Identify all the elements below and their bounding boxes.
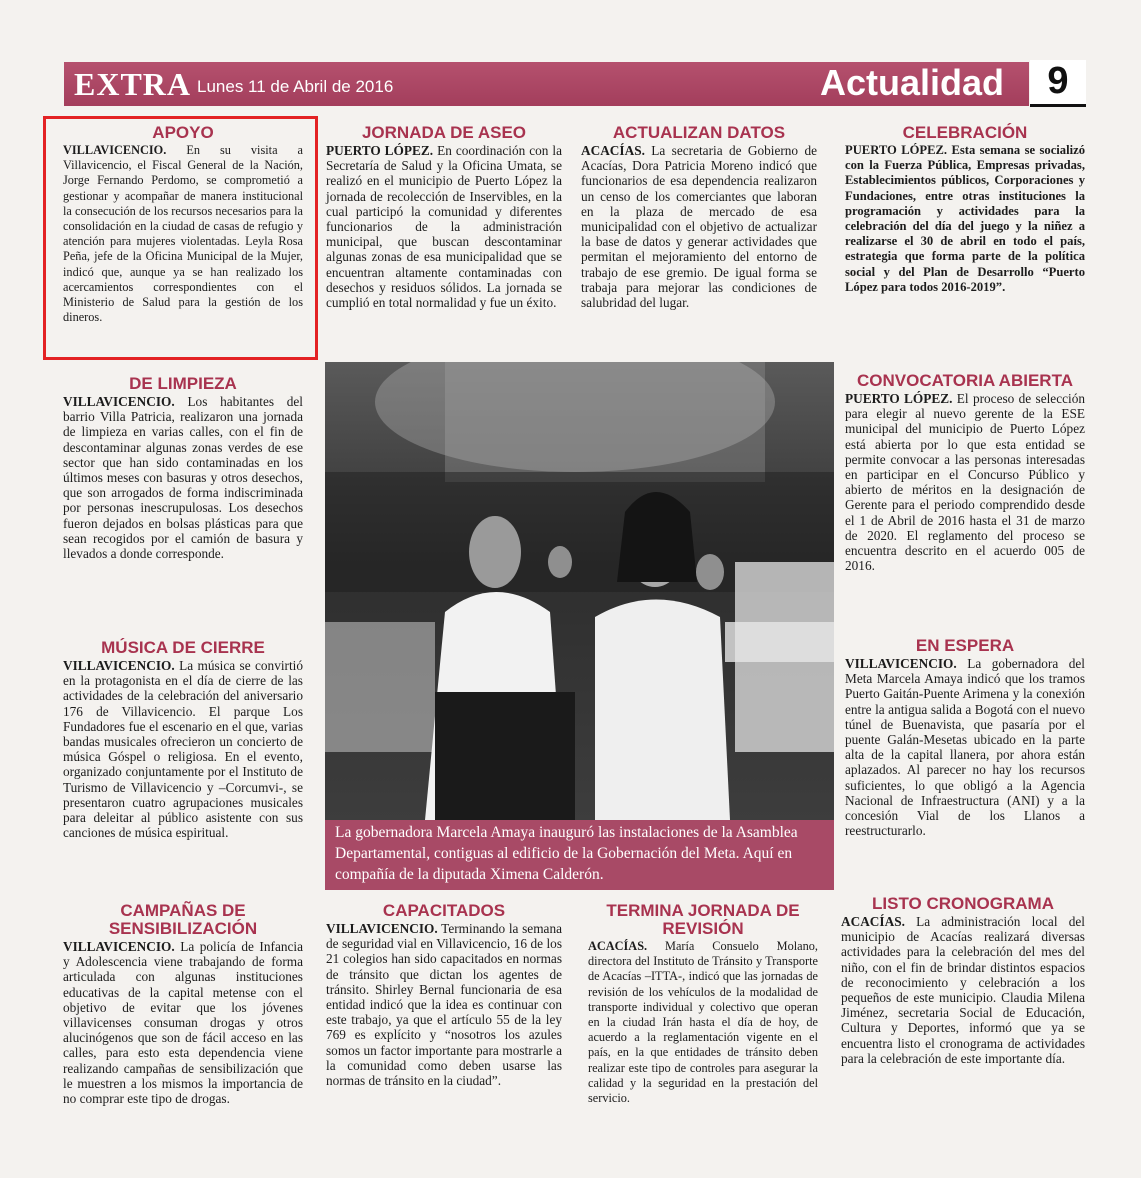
article-text: El proceso de selección para elegir al nuevo gerente de la ESE municipal del municipio de Puerto López está abierta por lo que esta entidad se permite convocar a las personas interesadas en participar en el Concurso Público y abierto de méritos en la designación de Gerente para el periodo comprendido desde el 1 de Abril de 2016 hasta el 31 de marzo de 2020. El reglamento del proceso se encuentra descrito en el acuerdo 005 de 2016.	[845, 391, 1085, 574]
article-dateline: PUERTO LÓPEZ.	[845, 391, 953, 406]
article-body	[845, 656, 1085, 838]
article-dateline: PUERTO LÓPEZ.	[845, 143, 948, 157]
article-text: La policía de Infancia y Adolescencia viene trabajando de forma articulada con algunas instituciones educativas de la capital metense con el objetivo de evitar que los jóvenes villavicenses consuman drogas y otros alucinógenos que son de fácil acceso en las calles, para esto esta dependencia viene realizando campañas de sensibilización que le muestren a los mismos la importancia de no comprar este tipo de drogas.	[63, 939, 303, 1107]
article-text: La secretaria de Gobierno de Acacías, Dora Patricia Moreno indicó que funcionarios de esa dependencia realizaron un censo de los comerciantes que laboran en la plaza de mercado de esa municipalidad con el objetivo de actualizar la base de datos y generar actividades que permitan el mejoramiento del entorno de trabajo de ese gremio. De igual forma se trabaja para mejorar las condiciones de salubridad del lugar.	[581, 143, 817, 311]
article-text: Terminando la semana de seguridad vial en Villavicencio, 16 de los 21 colegios han sido capacitados en normas de tránsito que dictan los agentes de tránsito. Shirley Bernal funcionaria de esa entidad indicó que la idea es continuar con este trabajo, ya que el artículo 55 de la ley 769 es explícito y “nosotros los azules somos un factor importante para mostrarle a la comunidad como deben usarse las normas de tránsito en la ciudad”.	[326, 921, 562, 1089]
article-body	[845, 391, 1085, 573]
article-title: TERMINA JORNADA DE REVISIÓN	[606, 901, 800, 938]
article-dateline: VILLAVICENCIO.	[326, 921, 438, 936]
article-celebracion	[845, 124, 1085, 295]
article-body	[841, 914, 1085, 1066]
article-capacitados	[326, 902, 562, 1088]
article-campanas	[63, 902, 303, 1106]
article-body	[63, 658, 303, 840]
article-dateline: VILLAVICENCIO.	[845, 656, 957, 671]
page-number-box	[1030, 60, 1086, 107]
article-body	[63, 939, 303, 1106]
article-dateline: PUERTO LÓPEZ.	[326, 143, 434, 158]
article-title: EN ESPERA	[915, 636, 1015, 655]
newspaper-logo: EXTRA	[74, 66, 192, 102]
article-title: CAPACITADOS	[382, 901, 506, 920]
article-dateline: VILLAVICENCIO.	[63, 143, 167, 157]
article-body	[588, 939, 818, 1106]
article-actualizan-datos	[581, 124, 817, 310]
article-text: La administración local del municipio de Acacías realizará diversas actividades para la celebración del mes del niño, con el fin de brindar distintos espacios de reconocimiento y celebración a los pequeños de este municipio. Claudia Milena Jiménez, secretaria Social de Educación, Cultura y Deportes, informó que ya se encuentra listo el cronograma de actividades para la celebración de este importante día.	[841, 914, 1085, 1066]
article-title: LISTO CRONOGRAMA	[872, 894, 1054, 913]
article-de-limpieza	[63, 375, 303, 561]
article-title: DE LIMPIEZA	[129, 374, 237, 393]
page-number: 9	[1047, 60, 1069, 102]
article-dateline: VILLAVICENCIO.	[63, 394, 175, 409]
article-dateline: VILLAVICENCIO.	[63, 939, 175, 954]
article-title: CONVOCATORIA ABIERTA	[857, 371, 1073, 390]
article-body	[63, 143, 303, 325]
article-jornada-aseo	[326, 124, 562, 310]
article-body	[63, 394, 303, 561]
article-dateline: ACACÍAS.	[588, 939, 648, 953]
issue-date: Lunes 11 de Abril de 2016	[197, 77, 394, 96]
article-body	[581, 143, 817, 310]
article-text: María Consuelo Molano, directora del Instituto de Tránsito y Transporte de Acacías –ITTA-, indicó que las jornadas de revisión de los vehículos de la modalidad de transporte individual y colectivo que operan en la ciudad Irán hasta el día de hoy, de acuerdo a la reglamentación vigente en el país, en la que entidades de tránsito deben realizar este tipo de controles para asegurar la calidad y la seguridad en la prestación del servicio.	[588, 939, 819, 1106]
article-title: ACTUALIZAN DATOS	[612, 123, 786, 142]
article-dateline: ACACÍAS.	[581, 143, 645, 158]
article-text: La música se convirtió en la protagonista en el día de cierre de las actividades de la celebración del aniversario 176 de Villavicencio. El parque Los Fundadores fue el escenario en el que, varias bandas musicales ofrecieron un concierto de música Góspel o religiosa. En el evento, organizado conjuntamente por el Instituto de Turismo de Villavicencio y –Corcumvi-, se presentaron cuatro agrupaciones musicales para deleitar al público asistente con sus canciones de música espiritual.	[63, 658, 304, 841]
article-title: MÚSICA DE CIERRE	[101, 638, 265, 657]
article-termina-jornada	[588, 902, 818, 1106]
article-body	[845, 143, 1085, 295]
article-convocatoria	[845, 372, 1085, 573]
article-apoyo	[63, 124, 303, 325]
page-header	[64, 62, 1086, 106]
article-listo-cronograma	[841, 895, 1085, 1066]
article-dateline: ACACÍAS.	[841, 914, 905, 929]
article-title: CELEBRACIÓN	[902, 123, 1028, 142]
section-title: Actualidad	[820, 62, 1005, 103]
article-body	[326, 921, 562, 1088]
article-title: JORNADA DE ASEO	[361, 123, 527, 142]
photo-caption: La gobernadora Marcela Amaya inauguró las instalaciones de la Asamblea Departamental, contiguas al edificio de la Gobernación del Meta. Aquí en compañía de la diputada Ximena Calderón.	[325, 820, 834, 890]
article-title: CAMPAÑAS DE SENSIBILIZACIÓN	[108, 901, 258, 938]
article-musica-cierre	[63, 639, 303, 840]
article-body	[326, 143, 562, 310]
article-text: En su visita a Villavicencio, el Fiscal General de la Nación, Jorge Fernando Perdomo, se comprometió a gestionar y acompañar de manera institucional la consecución de los recursos necesarios para la consolidación en la ciudad de casas de refugio y atención para mujeres violentadas. Leyla Rosa Peña, jefe de la Oficina Municipal de la Mujer, indicó que, aunque ya se han realizado los acercamientos correspondientes con el Ministerio de Salud para la gestión de los dineros.	[63, 143, 303, 325]
article-text: Esta semana se socializó con la Fuerza Pública, Empresas privadas, Establecimientos públicos, Corporaciones y Fundaciones, entre otras instituciones la programación y actividades para la celebración del día del juego y la niñez a realizarse el 30 de abril en todo el país, estrategia que forma parte de la política social y del Plan de Desarrollo “Puerto López para todos 2016-2019”.	[845, 143, 1085, 294]
photo-illustration	[325, 362, 834, 820]
article-text: Los habitantes del barrio Villa Patricia, realizaron una jornada de limpieza en varias calles, con el fin de descontaminar algunas zonas verdes de ese sector que han sido contaminadas en los últimos meses con basuras y otros desechos, que son arrogados de forma indiscriminada por personas inescrupulosas. Los desechos fueron dejados en bolsas plásticas para que sean recogidos por el camión de basura y llevados a donde corresponde.	[63, 394, 303, 562]
news-photo	[325, 362, 834, 820]
article-dateline: VILLAVICENCIO.	[63, 658, 175, 673]
article-text: En coordinación con la Secretaría de Salud y la Oficina Umata, se realizó en el municipio de Puerto López la jornada de recolección de Inservibles, en la cual participó la comunidad y diferentes funcionarios de la administración municipal, que buscan descontaminar algunas zonas de esa municipalidad que se encuentran altamente contaminadas con desechos y residuos sólidos. La jornada se cumplió en total normalidad y fue un éxito.	[326, 143, 563, 311]
article-en-espera	[845, 637, 1085, 838]
article-title: APOYO	[152, 123, 214, 142]
article-text: La gobernadora del Meta Marcela Amaya indicó que los tramos Puerto Gaitán-Puente Arimena y la conexión entre la antigua salida a Bogotá con el nuevo túnel de Buenavista, que pasaría por el puente Galán-Mesetas ubicado en la parte alta de la capital llanera, por ahora están aplazados. Al parecer no hay los recursos suficientes, lo que obligó a la Agencia Nacional de Infraestructura (ANI) y a la concesión Vial de los Llanos a reestructurarlo.	[845, 656, 1085, 839]
